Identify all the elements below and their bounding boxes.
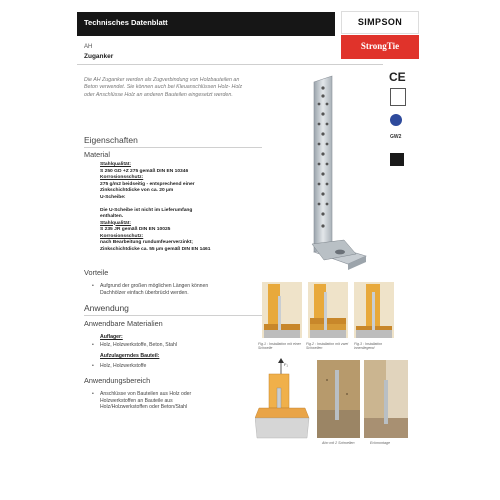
spec-line: S 235 JR gemäß DIN EN 10025 bbox=[100, 227, 171, 232]
bullet-line: Anschlüsse von Bauteilen aus Holz oder bbox=[100, 391, 192, 397]
zuganker-product-image bbox=[296, 74, 368, 274]
bauteil-bullet bbox=[92, 363, 254, 370]
spec-line: Die U-Scheibe ist nicht im Lieferumfang bbox=[100, 207, 193, 213]
bullet-icon: • bbox=[92, 363, 94, 369]
spec-line: Korrosionsschutz: bbox=[100, 233, 144, 239]
header-divider bbox=[77, 64, 383, 65]
auflager-bullet bbox=[92, 342, 254, 349]
vorteile-bullet bbox=[92, 283, 254, 296]
spec-line: Zinkschichtdicke von ca. 20 µm bbox=[100, 188, 174, 193]
section-bereich: Anwendungsbereich bbox=[84, 376, 151, 385]
bullet-icon: • bbox=[92, 283, 94, 289]
simpson-strongtie-logo bbox=[341, 11, 419, 63]
section-anwendung: Anwendung bbox=[84, 303, 129, 313]
quality-mark-icon bbox=[390, 153, 404, 166]
bauteil-label: Aufzulagerndes Bauteil: bbox=[100, 353, 160, 359]
bullet-icon: • bbox=[92, 342, 94, 348]
section-divider bbox=[84, 147, 262, 148]
logo-bottom-text: StrongTie bbox=[360, 41, 400, 51]
logo-bottom bbox=[341, 35, 419, 59]
section-vorteile: Vorteile bbox=[84, 268, 109, 277]
photo-caption-2: Eckmontage bbox=[370, 441, 390, 445]
spec-line: enthalten. bbox=[100, 214, 124, 219]
eu-mark-icon bbox=[390, 114, 402, 126]
gw-mark-icon: GW2 bbox=[390, 134, 402, 140]
figure-caption-2: Fig.2 : Installation mit zwei Schwellen bbox=[306, 342, 349, 350]
section-materialien: Anwendbare Materialien bbox=[84, 319, 163, 328]
spec-line: S 250 GD +Z 275 gemäß DIN EN 10346 bbox=[100, 168, 189, 174]
spec-line: Zinkschichtdicke ca. 55 µm gemäß DIN EN 1461 bbox=[100, 246, 211, 252]
bullet-line: Holzwerkstoffen an Bauteile aus bbox=[100, 397, 173, 404]
section-eigenschaften: Eigenschaften bbox=[84, 135, 138, 145]
photo-caption-1: Ahn mit 2 Schwellen bbox=[322, 441, 355, 445]
bullet-line: Holz, Holzwerkstoffe bbox=[100, 363, 147, 369]
installation-photo-1 bbox=[317, 360, 360, 438]
bullet-line: Aufgrund der großen möglichen Längen können bbox=[100, 283, 209, 289]
intro-text: Die AH Zuganker werden als Zugverbindung von Holzbauteilen an Beton verwendet. Sie können auch bei Kleuanschlüssen Holz- Holz oder Anschlüsse Holz an anderen Bauteilen eingesetzt werden. bbox=[84, 77, 243, 98]
section-material: Material bbox=[84, 150, 110, 159]
document-title: Technisches Datenblatt bbox=[84, 18, 168, 27]
figure-caption-3: Fig.3 : Installation innenliegend bbox=[354, 342, 383, 350]
spec-line: Stahlqualität: bbox=[100, 162, 131, 167]
logo-top-text: SIMPSON bbox=[357, 17, 403, 27]
bereich-bullet bbox=[92, 391, 254, 411]
spec-line: Korrosionsschutz: bbox=[100, 175, 144, 180]
section-divider bbox=[84, 315, 262, 316]
installation-figure-2 bbox=[308, 282, 348, 338]
force-diagram bbox=[255, 358, 311, 440]
bullet-line: Dachhölzer einfach überbrückt werden. bbox=[100, 289, 189, 296]
installation-figure-3 bbox=[354, 282, 394, 338]
installation-photo-2 bbox=[364, 360, 408, 438]
spec-line: U-Scheibe: bbox=[100, 194, 126, 200]
force-label: F₁ bbox=[284, 362, 288, 367]
installation-figures bbox=[262, 282, 394, 340]
installation-figure-1 bbox=[262, 282, 302, 338]
bullet-line: Holz, Holzwerkstoffe, Beton, Stahl bbox=[100, 342, 177, 348]
logo-top bbox=[341, 11, 419, 34]
bullet-icon: • bbox=[92, 391, 94, 397]
product-name: Zuganker bbox=[84, 53, 114, 60]
material-spec bbox=[100, 162, 270, 253]
ce-mark-icon: CE bbox=[389, 70, 406, 84]
figure-caption-1: Fig.1 : Installation mit einer Schwelle bbox=[258, 342, 301, 350]
spec-line: 275 g/m2 beidseitig - entsprechend einer bbox=[100, 181, 195, 187]
bullet-line: Holz/Holzwerkstoffen oder Beton/Stahl bbox=[100, 404, 188, 411]
approval-mark-icon bbox=[390, 88, 406, 106]
auflager-label: Auflager: bbox=[100, 334, 123, 340]
spec-line: nach Bearbeitung rundumfeuerverzinkt; bbox=[100, 240, 193, 245]
product-code: AH bbox=[84, 44, 93, 50]
spec-line: Stahlqualität: bbox=[100, 220, 131, 226]
